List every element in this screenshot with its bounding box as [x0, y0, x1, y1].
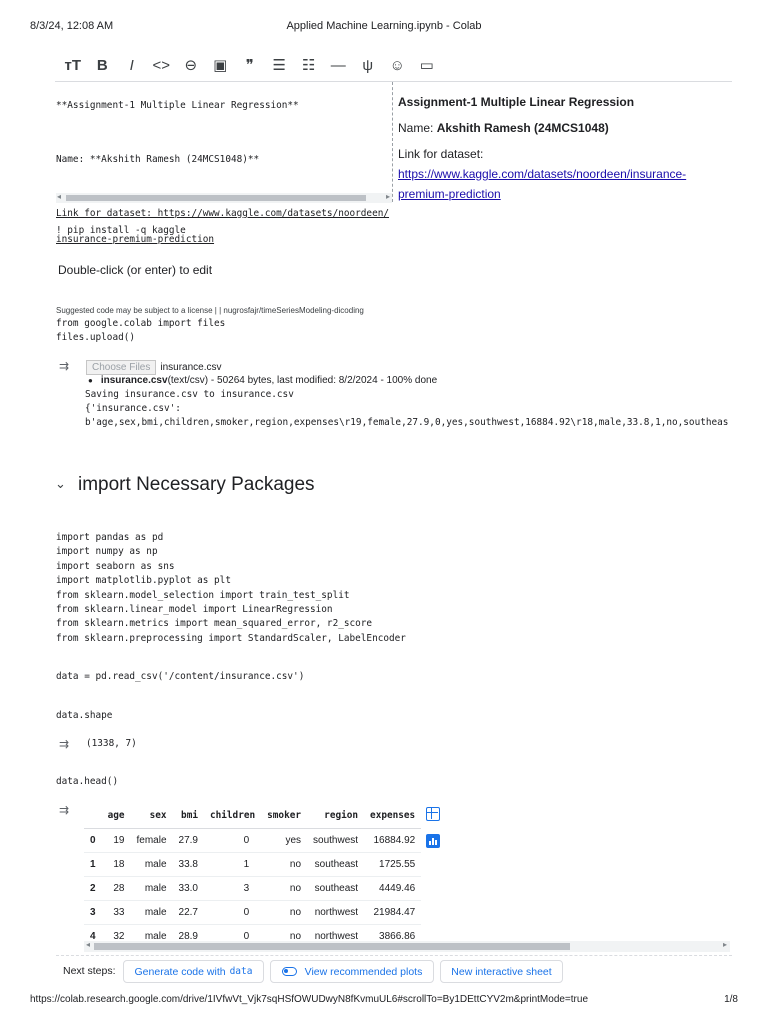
- bold-icon[interactable]: B: [96, 56, 108, 74]
- chip-label: Generate code with: [134, 965, 226, 978]
- preview-name-label: Name:: [398, 121, 437, 135]
- table-cell: male: [131, 900, 173, 924]
- table-cell: yes: [261, 828, 307, 852]
- table-cell: male: [131, 852, 173, 876]
- saving-output: Saving insurance.csv to insurance.csv: [85, 389, 294, 400]
- scrollbar-thumb[interactable]: [66, 195, 366, 201]
- output-divider: [56, 955, 732, 956]
- suggest-charts-icon[interactable]: [426, 834, 440, 848]
- quote-icon[interactable]: ❞: [245, 57, 254, 74]
- preview-panel-icon[interactable]: ▭: [419, 57, 434, 74]
- upload-code-cell[interactable]: from google.colab import files files.upload(): [56, 318, 226, 344]
- toolbar-divider: [55, 81, 732, 82]
- dataset-link[interactable]: https://www.kaggle.com/datasets/noordeen/insurance-: [398, 167, 687, 181]
- table-cell: 19: [102, 828, 131, 852]
- table-cell: no: [261, 924, 307, 948]
- markdown-preview: [398, 88, 733, 204]
- md-source-line: Name: **Akshith Ramesh (24MCS1048)**: [56, 154, 260, 166]
- dict-output-bytes: b'age,sex,bmi,children,smoker,region,expenses\r19,female,27.9,0,yes,southwest,16884.92\r18,male,33.8,1,no,southeas: [85, 417, 729, 428]
- table-cell: 28: [102, 876, 131, 900]
- column-header: sex: [131, 804, 173, 828]
- md-source-line: Link for dataset: https://www.kaggle.com/datasets/noordeen/: [56, 207, 390, 219]
- editor-horizontal-scrollbar[interactable]: [56, 193, 392, 203]
- table-cell: 21984.47: [364, 900, 421, 924]
- table-cell: no: [261, 900, 307, 924]
- table-cell: 3866.86: [364, 924, 421, 948]
- table-cell: 33: [102, 900, 131, 924]
- view-recommended-plots-button[interactable]: [270, 960, 434, 983]
- collapse-chevron-icon[interactable]: ⌄: [55, 476, 66, 491]
- bulleted-list-icon[interactable]: ☷: [302, 57, 316, 74]
- table-cell: 28.9: [173, 924, 204, 948]
- table-cell: female: [131, 828, 173, 852]
- choose-files-button[interactable]: Choose Files: [86, 360, 156, 375]
- table-row: [84, 876, 421, 900]
- table-cell: male: [131, 924, 173, 948]
- table-cell: 33.8: [173, 852, 204, 876]
- chip-label: View recommended plots: [304, 965, 423, 978]
- shape-output: (1338, 7): [86, 738, 137, 749]
- md-source-line: **Assignment-1 Multiple Linear Regression**: [56, 100, 299, 112]
- image-icon[interactable]: ▣: [213, 57, 228, 74]
- output-toggle-icon[interactable]: ⇉: [59, 737, 70, 751]
- scroll-left-icon[interactable]: ◂: [57, 192, 62, 201]
- table-cell: southeast: [307, 876, 364, 900]
- output-toggle-icon[interactable]: ⇉: [59, 359, 70, 373]
- numbered-list-icon[interactable]: ☰: [272, 57, 286, 74]
- row-index: 0: [84, 828, 102, 852]
- table-row: [84, 900, 421, 924]
- column-header: smoker: [261, 804, 307, 828]
- latex-icon[interactable]: ψ: [362, 56, 374, 74]
- bullet-icon: ●: [88, 376, 93, 385]
- table-cell: 4449.46: [364, 876, 421, 900]
- table-cell: 32: [102, 924, 131, 948]
- column-header: expenses: [364, 804, 421, 828]
- table-cell: 1725.55: [364, 852, 421, 876]
- row-index: 2: [84, 876, 102, 900]
- editor-preview-divider: [392, 82, 393, 202]
- next-steps-label: Next steps:: [63, 965, 116, 977]
- emoji-icon[interactable]: ☺: [389, 56, 405, 74]
- preview-heading: Assignment-1 Multiple Linear Regression: [398, 95, 635, 109]
- uploaded-file-name: insurance.csv: [100, 375, 168, 386]
- table-cell: 22.7: [173, 900, 204, 924]
- horizontal-rule-icon[interactable]: —: [330, 56, 346, 74]
- table-cell: no: [261, 852, 307, 876]
- chip-code: data: [229, 966, 253, 977]
- italic-icon[interactable]: I: [129, 56, 134, 74]
- dataframe-table: [84, 804, 421, 949]
- text-size-icon[interactable]: тT: [64, 56, 81, 74]
- row-index: 4: [84, 924, 102, 948]
- table-row: [84, 852, 421, 876]
- toggle-icon: [282, 967, 297, 976]
- code-icon[interactable]: <>: [152, 56, 171, 74]
- scroll-right-icon[interactable]: ▸: [722, 940, 727, 949]
- print-page-number: 1/8: [724, 994, 738, 1005]
- section-title: import Necessary Packages: [78, 474, 315, 495]
- print-datetime: 8/3/24, 12:08 AM: [30, 20, 114, 32]
- print-title: Applied Machine Learning.ipynb - Colab: [286, 20, 482, 32]
- table-cell: 3: [204, 876, 261, 900]
- head-cell[interactable]: data.head(): [56, 776, 119, 787]
- table-cell: northwest: [307, 900, 364, 924]
- table-horizontal-scrollbar[interactable]: [84, 941, 730, 952]
- dict-output-line: {'insurance.csv':: [85, 403, 181, 414]
- column-header: age: [102, 804, 131, 828]
- table-cell: 18: [102, 852, 131, 876]
- edit-hint[interactable]: Double-click (or enter) to edit: [58, 263, 213, 277]
- row-index: 1: [84, 852, 102, 876]
- table-cell: male: [131, 876, 173, 900]
- generate-code-button[interactable]: [123, 960, 264, 983]
- preview-name-value: Akshith Ramesh (24MCS1048): [436, 121, 609, 135]
- table-cell: 16884.92: [364, 828, 421, 852]
- scrollbar-thumb[interactable]: [94, 943, 570, 950]
- table-cell: northwest: [307, 924, 364, 948]
- row-index: 3: [84, 900, 102, 924]
- chosen-filename: insurance.csv: [160, 362, 222, 373]
- table-cell: 33.0: [173, 876, 204, 900]
- column-header: bmi: [173, 804, 204, 828]
- table-cell: southwest: [307, 828, 364, 852]
- table-cell: no: [261, 876, 307, 900]
- imports-cell[interactable]: import pandas as pd import numpy as np import seaborn as sns import matplotlib.pyplot as plt from sklearn.model_selection import train_test_split from sklearn.linear_model import LinearRegression from sklearn.metrics import mean_squared_error, r2_score from sklearn.preprocessing import StandardScaler, LabelEncoder: [56, 532, 406, 644]
- table-row: [84, 828, 421, 852]
- table-cell: 0: [204, 828, 261, 852]
- preview-link-label: Link for dataset:: [398, 147, 484, 161]
- scroll-left-icon[interactable]: ◂: [86, 940, 91, 949]
- new-interactive-sheet-button[interactable]: [440, 960, 563, 983]
- pip-install-cell[interactable]: ! pip install -q kaggle: [56, 225, 186, 236]
- uploaded-file-meta: (text/csv) - 50264 bytes, last modified: 8/2/2024 - 100% done: [167, 375, 438, 386]
- table-cell: 0: [204, 924, 261, 948]
- markdown-toolbar: [58, 52, 442, 78]
- column-header: [84, 804, 102, 828]
- scroll-right-icon[interactable]: ▸: [385, 192, 390, 201]
- print-url: https://colab.research.google.com/drive/1IVfwVt_Vjk7sqHSfOWUDwyN8fKvmuUL6#scrollTo=By1DEttCYV2m&printMode=true: [30, 994, 589, 1005]
- link-icon[interactable]: ⊖: [184, 57, 198, 74]
- output-toggle-icon[interactable]: ⇉: [59, 803, 70, 817]
- convert-to-table-icon[interactable]: [426, 807, 440, 821]
- table-cell: 27.9: [173, 828, 204, 852]
- table-cell: 1: [204, 852, 261, 876]
- chip-label: New interactive sheet: [451, 965, 552, 978]
- table-header-row: [84, 804, 421, 828]
- md-source-line: insurance-premium-prediction: [56, 234, 215, 246]
- license-note: Suggested code may be subject to a license | | nugrosfajr/timeSeriesModeling-dicoding: [56, 306, 364, 315]
- table-cell: 0: [204, 900, 261, 924]
- column-header: region: [307, 804, 364, 828]
- shape-cell[interactable]: data.shape: [56, 710, 113, 721]
- table-cell: southeast: [307, 852, 364, 876]
- column-header: children: [204, 804, 261, 828]
- read-csv-cell[interactable]: data = pd.read_csv('/content/insurance.csv'): [56, 671, 305, 682]
- dataset-link-continued[interactable]: premium-prediction: [398, 187, 501, 201]
